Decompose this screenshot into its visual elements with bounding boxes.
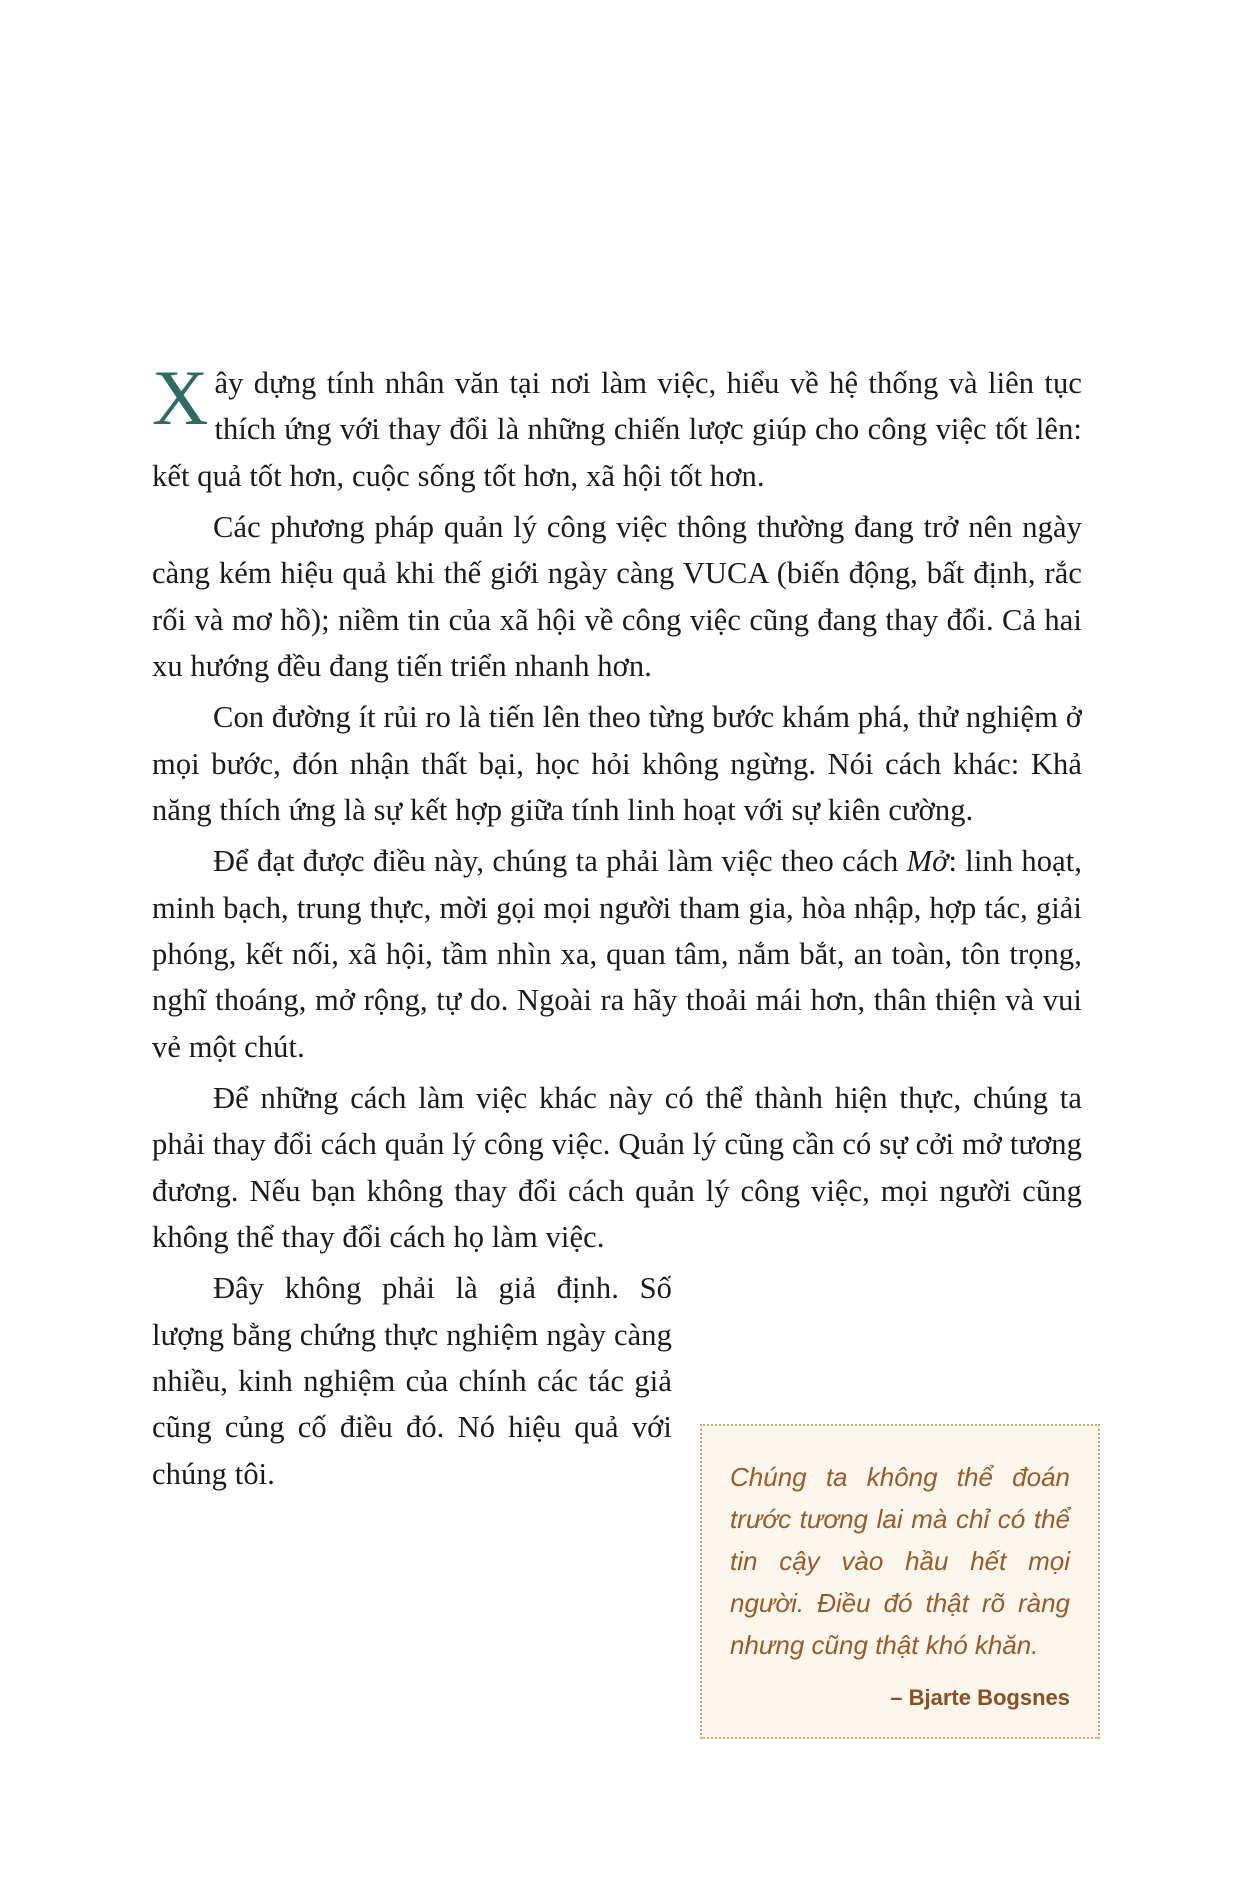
paragraph-1: [152, 354, 1082, 499]
pull-quote-text: Chúng ta không thể đoán trước tương lai mà chỉ có thể tin cậy vào hầu hết mọi người. Điều đó thật rõ ràng nhưng cũng thật khó khăn.: [730, 1462, 1070, 1661]
paragraph-4-text-after: : linh hoạt, minh bạch, trung thực, mời gọi mọi người tham gia, hòa nhập, hợp tác, giải phóng, kết nối, xã hội, tầm nhìn xa, quan tâm, nắm bắt, an toàn, tôn trọng, nghĩ thoáng, mở rộng, tự do. Ngoài ra hãy thoải mái hơn, thân thiện và vui vẻ một chút.: [152, 844, 1082, 1064]
paragraph-2: Các phương pháp quản lý công việc thông thường đang trở nên ngày càng kém hiệu quả khi thế giới ngày càng VUCA (biến động, bất định, rắc rối và mơ hồ); niềm tin của xã hội về công việc cũng đang thay đổi. Cả hai xu hướng đều đang tiến triển nhanh hơn.: [152, 509, 1082, 684]
paragraph-4-text-before: Để đạt được điều này, chúng ta phải làm việc theo cách: [213, 844, 907, 879]
pull-quote-attribution: – Bjarte Bogsnes: [890, 1684, 1070, 1710]
body-text-column: [152, 354, 1082, 1502]
paragraph-4: [152, 838, 1082, 1070]
paragraph-5: Để những cách làm việc khác này có thể thành hiện thực, chúng ta phải thay đổi cách quản lý công việc. Quản lý cũng cần có sự cởi mở tương đương. Nếu bạn không thay đổi cách quản lý công việc, mọi người cũng không thể thay đổi cách họ làm việc.: [152, 1080, 1082, 1254]
paragraph-6: Đây không phải là giả định. Số lượng bằng chứng thực nghiệm ngày càng nhiều, kinh nghiệm của chính các tác giả cũng củng cố điều đó. Nó hiệu quả với chúng tôi.: [152, 1271, 672, 1491]
paragraph-3: Con đường ít rủi ro là tiến lên theo từng bước khám phá, thử nghiệm ở mọi bước, đón nhận thất bại, học hỏi không ngừng. Nói cách khác: Khả năng thích ứng là sự kết hợp giữa tính linh hoạt với sự kiên cường.: [152, 700, 1082, 827]
pull-quote-box: [700, 1424, 1100, 1739]
paragraph-1-text: ây dựng tính nhân văn tại nơi làm việc, hiểu về hệ thống và liên tục thích ứng với thay đổi là những chiến lược giúp cho công việc tốt lên: kết quả tốt hơn, cuộc sống tốt hơn, xã hội tốt hơn.: [152, 366, 1082, 493]
paragraph-4-italic-word: Mở: [906, 844, 949, 879]
drop-cap-letter: X: [152, 354, 209, 441]
